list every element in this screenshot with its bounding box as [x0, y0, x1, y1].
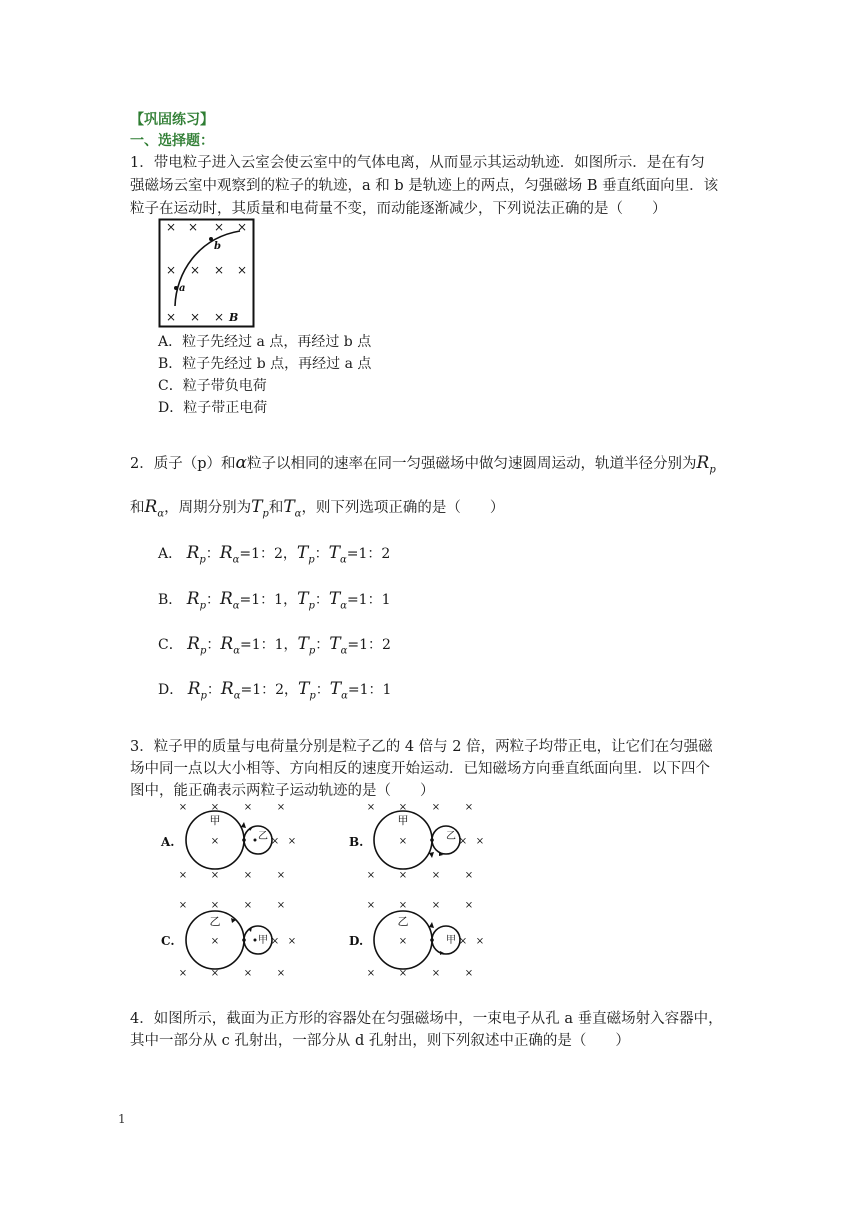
- field-mark: ×: [398, 936, 408, 947]
- q1-figure: [158, 218, 255, 328]
- alpha-symbol: α: [235, 453, 247, 473]
- field-mark: ×: [398, 836, 408, 847]
- q3-label-d: D.: [349, 934, 364, 948]
- field-mark: ×: [189, 263, 201, 277]
- q3-figure-c: [155, 898, 305, 980]
- field-mark: ×: [464, 870, 474, 881]
- field-mark: ×: [464, 900, 474, 911]
- q3-big-label: 甲: [209, 814, 221, 827]
- q3-big-label: 甲: [397, 814, 409, 827]
- field-mark: ×: [213, 310, 225, 324]
- section-subtitle: 一、选择题：: [130, 133, 214, 149]
- field-mark: ×: [270, 936, 280, 947]
- q1-point-b: [209, 237, 213, 241]
- q3-big-label: 乙: [209, 915, 221, 928]
- field-mark: ×: [210, 936, 220, 947]
- q1-field-marks: [166, 220, 247, 324]
- field-mark: ×: [398, 802, 408, 813]
- field-mark: ×: [165, 263, 177, 277]
- field-mark: ×: [243, 802, 253, 813]
- q3-label-a: A.: [161, 835, 175, 849]
- field-mark: ×: [210, 968, 220, 979]
- q3-label-b: B.: [349, 835, 364, 849]
- field-mark: ×: [431, 900, 441, 911]
- q1-label-a: a: [179, 283, 186, 294]
- field-mark: ×: [165, 220, 177, 234]
- field-mark: ×: [366, 900, 376, 911]
- field-mark: ×: [178, 968, 188, 979]
- field-mark: ×: [431, 968, 441, 979]
- field-mark: ×: [398, 870, 408, 881]
- field-mark: ×: [165, 310, 177, 324]
- field-mark: ×: [210, 836, 220, 847]
- q1-option-d: D．粒子带正电荷: [158, 400, 268, 416]
- q3-small-label: 乙: [446, 831, 456, 842]
- field-mark: ×: [398, 968, 408, 979]
- q1-option-a: A．粒子先经过 a 点，再经过 b 点: [158, 334, 372, 350]
- field-mark: ×: [270, 836, 280, 847]
- field-mark: ×: [276, 870, 286, 881]
- field-mark: ×: [276, 900, 286, 911]
- q1-option-c: C．粒子带负电荷: [158, 378, 267, 394]
- field-mark: ×: [458, 836, 468, 847]
- field-mark: ×: [475, 936, 485, 947]
- q2-option-b: B． $R_p$：$R_\alpha=1$：1，$T_p$：$T_\alpha=1$：1: [158, 589, 391, 612]
- field-mark: ×: [464, 968, 474, 979]
- field-mark: ×: [276, 968, 286, 979]
- q2-text-line-2: 和$R_\alpha$，周期分别为$T_p$和$T_\alpha$，则下列选项正确的是（ ）: [130, 497, 505, 520]
- field-mark: ×: [213, 220, 225, 234]
- rp-symbol: $R_p$: [696, 453, 716, 476]
- q1-label-b: b: [214, 241, 221, 252]
- q4-text-line-2: 其中一部分从 c 孔射出，一部分从 d 孔射出，则下列叙述中正确的是（ ）: [130, 1033, 630, 1049]
- field-mark: ×: [366, 870, 376, 881]
- q3-figure-d: [343, 898, 493, 980]
- q4-text-line-1: 4．如图所示，截面为正方形的容器处在匀强磁场中，一束电子从孔 a 垂直磁场射入容器中，: [130, 1011, 723, 1027]
- field-mark: ×: [458, 936, 468, 947]
- field-mark: ×: [178, 900, 188, 911]
- field-mark: ×: [243, 968, 253, 979]
- q3-text-line-3: 图中，能正确表示两粒子运动轨迹的是（ ）: [130, 783, 435, 799]
- field-mark: ×: [178, 802, 188, 813]
- q2-text-line-1: 2．质子（p）和α粒子以相同的速率在同一匀强磁场中做匀速圆周运动，轨道半径分别为$R_p$: [130, 453, 716, 476]
- q3-small-label: 乙: [258, 831, 268, 842]
- q3-small-label: 甲: [446, 935, 456, 946]
- field-mark: ×: [475, 836, 485, 847]
- field-mark: ×: [287, 936, 297, 947]
- q1-option-b: B．粒子先经过 b 点，再经过 a 点: [158, 356, 372, 372]
- field-mark: ×: [243, 870, 253, 881]
- field-mark: ×: [431, 802, 441, 813]
- field-mark: ×: [243, 900, 253, 911]
- q3-text-line-2: 场中同一点以大小相等、方向相反的速度开始运动．已知磁场方向垂直纸面向里．以下四个: [130, 761, 710, 777]
- field-mark: ×: [287, 836, 297, 847]
- page-number: 1: [118, 1112, 126, 1126]
- q1-text-line-3: 粒子在运动时，其质量和电荷量不变，而动能逐渐减少，下列说法正确的是（ ）: [130, 201, 667, 217]
- field-mark: ×: [187, 220, 199, 234]
- q3-text-line-1: 3．粒子甲的质量与电荷量分别是粒子乙的 4 倍与 2 倍，两粒子均带正电，让它们在匀强磁: [130, 739, 713, 755]
- q1-point-a: [174, 286, 178, 290]
- q1-label-B: B: [229, 311, 239, 324]
- field-mark: ×: [431, 870, 441, 881]
- field-mark: ×: [189, 310, 201, 324]
- field-mark: ×: [213, 263, 225, 277]
- q3-figure-a: [155, 800, 305, 882]
- field-mark: ×: [276, 802, 286, 813]
- field-mark: ×: [236, 263, 248, 277]
- field-mark: ×: [398, 900, 408, 911]
- q3-big-label: 乙: [397, 915, 409, 928]
- q2-option-d: D． $R_p$：$R_\alpha=1$：2，$T_p$：$T_\alpha=1$：1: [158, 679, 392, 702]
- section-title: 【巩固练习】: [130, 112, 214, 128]
- field-mark: ×: [464, 802, 474, 813]
- q3-figure-b: [343, 800, 493, 882]
- field-mark: ×: [366, 968, 376, 979]
- q3-label-c: C.: [161, 934, 175, 948]
- q2-option-c: C． $R_p$：$R_\alpha=1$：1，$T_p$：$T_\alpha=1$：2: [158, 634, 391, 657]
- q1-trajectory: [175, 231, 240, 306]
- field-mark: ×: [210, 870, 220, 881]
- field-mark: ×: [210, 900, 220, 911]
- q2-option-a: A． $R_p$：$R_\alpha=1$：2，$T_p$：$T_\alpha=1$：2: [158, 543, 391, 566]
- q3-small-label: 甲: [258, 935, 268, 946]
- field-mark: ×: [210, 802, 220, 813]
- field-mark: ×: [366, 802, 376, 813]
- q1-text-line-1: 1．带电粒子进入云室会使云室中的气体电离，从而显示其运动轨迹．如图所示．是在有匀: [130, 155, 705, 171]
- field-mark: ×: [236, 220, 248, 234]
- field-mark: ×: [178, 870, 188, 881]
- q1-text-line-2: 强磁场云室中观察到的粒子的轨迹，a 和 b 是轨迹上的两点，匀强磁场 B 垂直纸面向里．该: [130, 178, 719, 194]
